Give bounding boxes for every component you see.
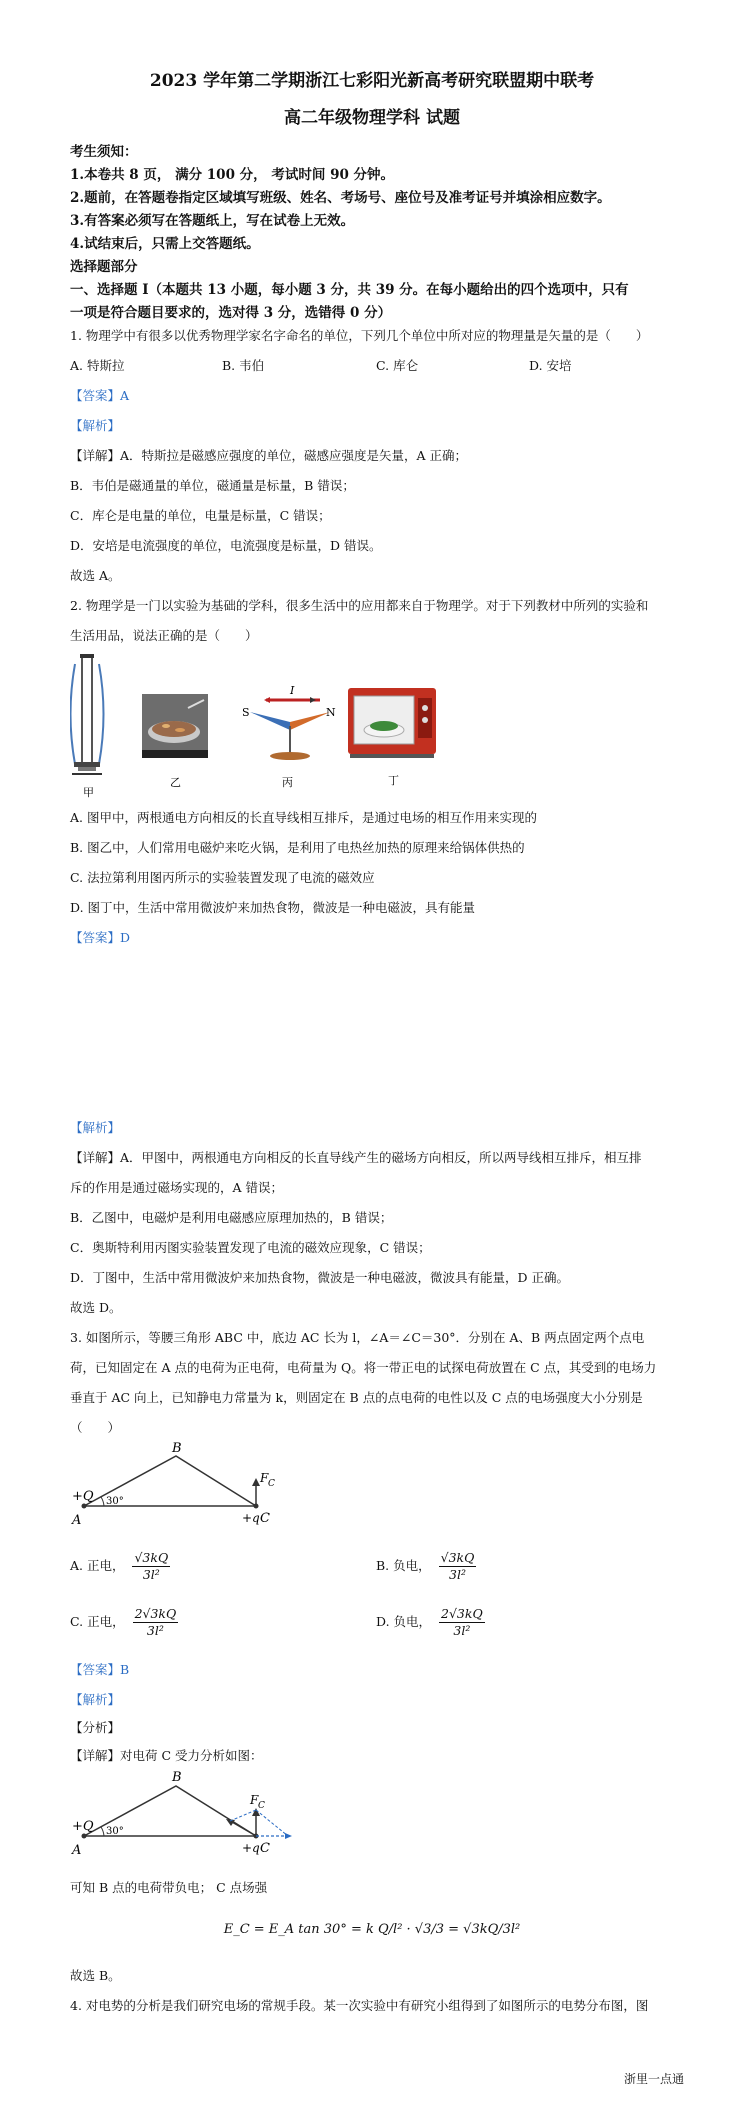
vertex-c-label: C: [260, 1841, 270, 1856]
charge-q-small-label: +q: [242, 1511, 260, 1525]
part-instructions: 一项是符合题目要求的，选对得 3 分，选错得 0 分）: [70, 305, 392, 321]
charge-q-label: +Q: [72, 1489, 94, 1504]
q2-detail: 【详解】A．甲图中，两根通电方向相反的长直导线产生的磁场方向相反，所以两导线相互排斥，相互排: [70, 1150, 642, 1165]
q3-formula: E_C = E_A tan 30° = k Q/l² · √3/3 = √3kQ/3l²: [223, 1922, 521, 1937]
q3-stem: 荷，已知固定在 A 点的电荷为正电荷，电荷量为 Q。将一带正电的试探电荷放置在 C 点，其受到的电场力: [70, 1360, 657, 1375]
magnet-label-n: N: [326, 706, 336, 719]
q3-conclusion: 故选 B。: [70, 1968, 121, 1983]
page-title: 2023 学年第二学期浙江七彩阳光新高考研究联盟期中联考: [149, 71, 595, 91]
q1-detail: D．安培是电流强度的单位，电流强度是标量，D 错误。: [70, 538, 382, 553]
q3-answer: 【答案】B: [70, 1662, 130, 1677]
part-instructions: 一、选择题 I（本题共 13 小题，每小题 3 分，共 39 分。在每小题给出的四个选项中，只有: [70, 282, 629, 298]
notice-heading: 考生须知：: [70, 144, 138, 160]
force-label: F: [250, 1793, 259, 1807]
vertex-b-label: B: [172, 1441, 182, 1456]
vertex-c-label: C: [260, 1511, 270, 1526]
q3-triangle-figure: [70, 1440, 300, 1530]
q1-option-d: D. 安培: [529, 358, 572, 373]
q3-option-a: A. 正电， $\frac{√3kQ}{\text{3l²}}$: [70, 1550, 169, 1582]
q3-note: 可知 B 点的电荷带负电； C 点场强: [70, 1880, 268, 1895]
q1-detail: C．库仑是电量的单位，电量是标量，C 错误；: [70, 508, 331, 523]
q1-stem: 1. 物理学中有很多以优秀物理学家名字命名的单位，下列几个单位中所对应的物理量是矢量的是（ ）: [70, 328, 649, 343]
q1-analysis: 【解析】: [70, 418, 121, 433]
q2-analysis: 【解析】: [70, 1120, 121, 1135]
vertex-a-label: A: [72, 1513, 82, 1528]
q3-detail: 【详解】对电荷 C 受力分析如图：: [70, 1748, 263, 1763]
q3-stem: 垂直于 AC 向上，已知静电力常量为 k，则固定在 B 点的点电荷的电性以及 C 点的电场强度大小分别是: [70, 1390, 643, 1405]
q1-detail: B．韦伯是磁通量的单位，磁通量是标量，B 错误；: [70, 478, 355, 493]
q3-force-figure: [70, 1766, 310, 1862]
magnet-label-s: S: [242, 706, 250, 719]
footer-brand: 浙里一点通: [623, 2072, 684, 2086]
notice-item: 1.本卷共 8 页， 满分 100 分， 考试时间 90 分钟。: [70, 167, 395, 183]
q3-option-c: C. 正电， $\frac{2√3kQ}{\text{3l²}}$: [70, 1606, 177, 1638]
q1-option-b: B. 韦伯: [222, 358, 265, 373]
q1-option-c: C. 库仑: [376, 358, 419, 373]
q3-option-d: D. 负电， $\frac{2√3kQ}{\text{3l²}}$: [376, 1606, 483, 1638]
q1-conclusion: 故选 A。: [70, 568, 121, 583]
angle-label: 30°: [106, 1496, 124, 1507]
q2-option-d: D. 图丁中，生活中常用微波炉来加热食物，微波是一种电磁波，具有能量: [70, 900, 476, 915]
q2-stem: 生活用品，说法正确的是（ ）: [70, 628, 258, 643]
q2-option-b: B. 图乙中，人们常用电磁炉来吃火锅，是利用了电热丝加热的原理来给锅体供热的: [70, 840, 525, 855]
figure-label-jia: 甲: [83, 786, 94, 799]
q2-answer: 【答案】D: [70, 930, 131, 945]
q3-analysis: 【解析】: [70, 1692, 121, 1707]
q1-answer: 【答案】A: [70, 388, 130, 403]
q1-detail: 【详解】A．特斯拉是磁感应强度的单位，磁感应强度是矢量，A 正确；: [70, 448, 468, 463]
q3-option-b: B. 负电， $\frac{√3kQ}{\text{3l²}}$: [376, 1550, 475, 1582]
q2-conclusion: 故选 D。: [70, 1300, 122, 1315]
figure-label-bing: 丙: [282, 776, 293, 789]
q2-detail: C．奥斯特利用丙图实验装置发现了电流的磁效应现象，C 错误；: [70, 1240, 431, 1255]
q2-detail: 斥的作用是通过磁场实现的，A 错误；: [70, 1180, 284, 1195]
q2-option-c: C. 法拉第利用图丙所示的实验装置发现了电流的磁效应: [70, 870, 375, 885]
vertex-a-label: A: [72, 1843, 82, 1858]
figure-label-ding: 丁: [388, 774, 399, 787]
q3-stem: （ ）: [70, 1420, 121, 1435]
charge-q-label: +Q: [72, 1819, 94, 1834]
q2-detail: D．丁图中，生活中常用微波炉来加热食物，微波是一种电磁波，微波具有能量，D 正确。: [70, 1270, 570, 1285]
charge-q-small-label: +q: [242, 1841, 260, 1855]
force-label: F: [260, 1471, 269, 1485]
figure-ding-microwave: [348, 688, 436, 758]
figure-jia-wires: [71, 654, 104, 774]
force-subscript: C: [268, 1479, 275, 1489]
vertex-b-label: B: [172, 1770, 182, 1785]
figure-yi-hotpot: [142, 694, 208, 758]
angle-label: 30°: [106, 1826, 124, 1837]
page-subtitle: 高二年级物理学科 试题: [284, 108, 460, 128]
q2-option-a: A. 图甲中，两根通电方向相反的长直导线相互排斥，是通过电场的相互作用来实现的: [70, 810, 537, 825]
q2-stem: 2. 物理学是一门以实验为基础的学科，很多生活中的应用都来自于物理学。对于下列教材中所列的实验和: [70, 598, 649, 613]
current-label: I: [290, 684, 295, 697]
figure-label-yi: 乙: [170, 776, 181, 789]
notice-item: 4.试结束后，只需上交答题纸。: [70, 236, 260, 252]
q1-option-a: A. 特斯拉: [70, 358, 125, 373]
q2-detail: B．乙图中，电磁炉是利用电磁感应原理加热的，B 错误；: [70, 1210, 393, 1225]
section-heading: 选择题部分: [70, 259, 138, 275]
figure-bing-compass: [250, 697, 330, 760]
q2-figures: [70, 650, 440, 800]
notice-item: 3.有答案必须写在答题纸上，写在试卷上无效。: [70, 213, 355, 229]
q4-stem: 4. 对电势的分析是我们研究电场的常规手段。某一次实验中有研究小组得到了如图所示的电势分布图，图: [70, 1998, 649, 2013]
notice-item: 2.题前，在答题卷指定区域填写班级、姓名、考场号、座位号及准考证号并填涂相应数字。: [70, 190, 611, 206]
force-subscript: C: [258, 1801, 265, 1811]
q3-fenxi: 【分析】: [70, 1720, 121, 1735]
q3-stem: 3. 如图所示，等腰三角形 ABC 中，底边 AC 长为 l，∠A＝∠C＝30°．分别在 A、B 两点固定两个点电: [70, 1330, 645, 1345]
